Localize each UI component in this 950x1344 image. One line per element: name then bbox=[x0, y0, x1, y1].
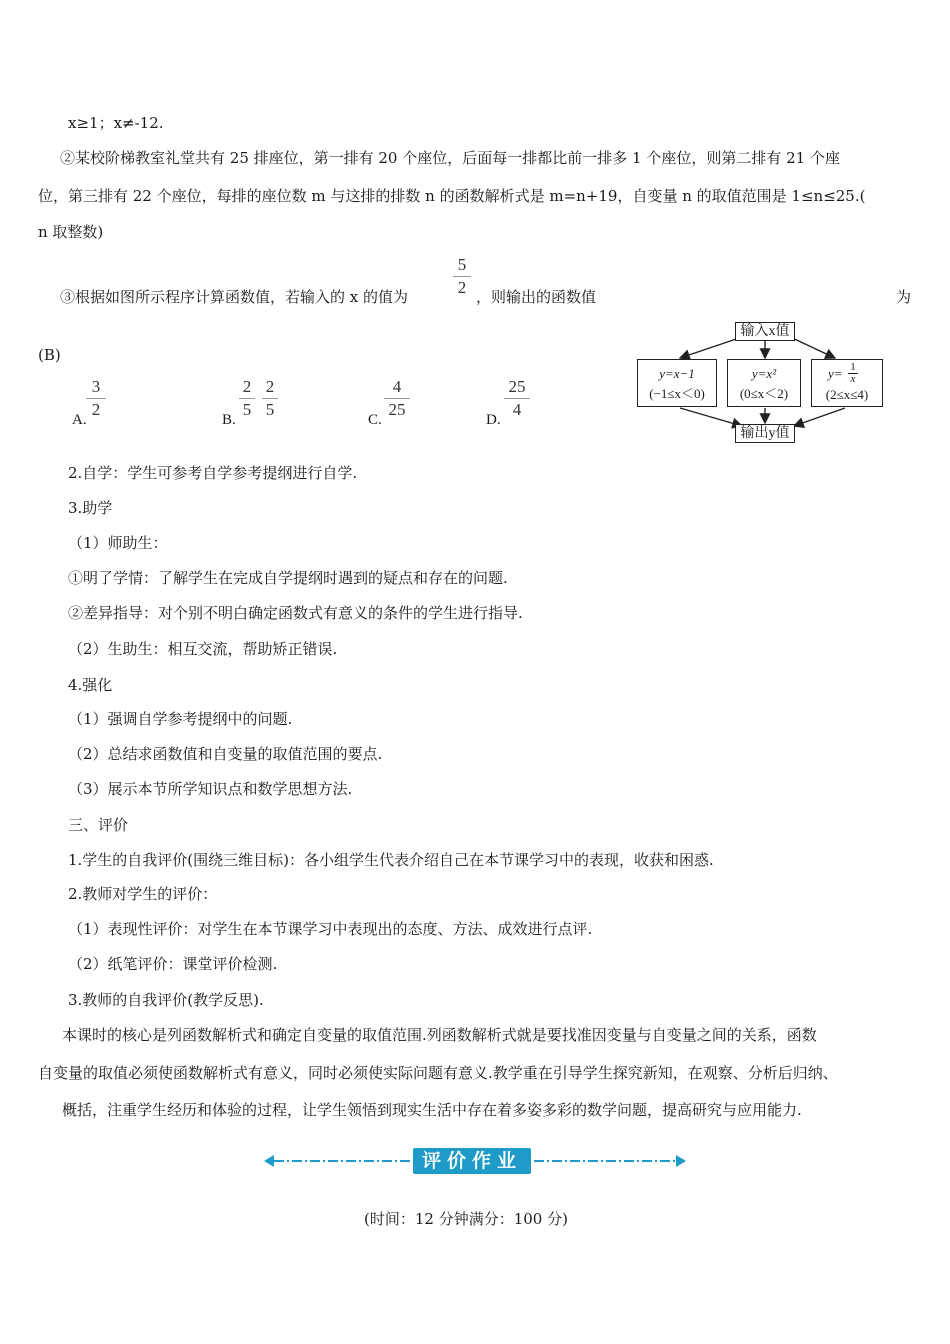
arrow bbox=[680, 408, 742, 426]
text-line: 本课时的核心是列函数解析式和确定自变量的取值范围.列函数解析式就是要找准因变量与自变量之间的关系，函数 bbox=[62, 1026, 817, 1044]
text-line: 4.强化 bbox=[68, 676, 113, 694]
text-line: 2.教师对学生的评价： bbox=[68, 885, 218, 903]
text-line: （2）总结求函数值和自变量的取值范围的要点. bbox=[68, 745, 383, 763]
text-line: 2.自学：学生可参考自学参考提纲进行自学. bbox=[68, 464, 358, 482]
text-line: ①明了学情：了解学生在完成自学提纲时遇到的疑点和存在的问题. bbox=[68, 569, 508, 587]
time-note: (时间：12 分钟满分：100 分) bbox=[364, 1210, 568, 1228]
flowchart-input-box: 输入x值 bbox=[735, 322, 795, 341]
text-line: 3.教师的自我评价(教学反思). bbox=[68, 991, 264, 1009]
option-letter: D. bbox=[486, 412, 501, 428]
text-line: ②某校阶梯教室礼堂共有 25 排座位，第一排有 20 个座位，后面每一排都比前一排多 1 个座位，则第二排有 21 个座 bbox=[60, 149, 840, 167]
text-line: 概括，注重学生经历和体验的过程，让学生领悟到现实生活中存在着多姿多彩的数学问题，提高研究与应用能力. bbox=[62, 1101, 802, 1119]
question-text: ③根据如图所示程序计算函数值，若输入的 x 的值为 bbox=[60, 288, 408, 306]
flowchart-case-3 bbox=[811, 359, 883, 407]
text-line: （1）表现性评价：对学生在本节课学习中表现出的态度、方法、成效进行点评. bbox=[68, 920, 593, 938]
option-letter: A. bbox=[72, 412, 87, 428]
answer-label: (B) bbox=[38, 346, 61, 364]
formula: y=x−1 bbox=[659, 366, 695, 381]
range: (−1≤x＜0) bbox=[649, 386, 705, 401]
text-line: 1.学生的自我评价(围绕三维目标)：各小组学生代表介绍自己在本节课学习中的表现，收获和困惑. bbox=[68, 851, 714, 869]
text-line: 3.助学 bbox=[68, 499, 113, 517]
flowchart-case-2 bbox=[727, 359, 801, 407]
option-fraction: 2 5 bbox=[262, 378, 278, 419]
question-text-cont: ，则输出的函数值 bbox=[476, 288, 597, 306]
option-fraction: 25 4 bbox=[504, 378, 530, 419]
text-line: x≥1；x≠-12. bbox=[68, 114, 164, 132]
text-line: （1）强调自学参考提纲中的问题. bbox=[68, 710, 293, 728]
section-heading: 三、评价 bbox=[68, 816, 129, 834]
option-fraction: 3 2 bbox=[86, 378, 106, 419]
formula: y= 1 x bbox=[812, 362, 882, 384]
banner-title: 评价作业 bbox=[413, 1148, 531, 1174]
text-line: （1）师助生： bbox=[68, 534, 168, 552]
question-text-end: 为 bbox=[896, 288, 912, 306]
option-fraction: 4 25 bbox=[384, 378, 410, 419]
text-line: （2）纸笔评价：课堂评价检测. bbox=[68, 955, 278, 973]
option-fraction: 2 5 bbox=[239, 378, 255, 419]
arrow bbox=[794, 408, 845, 426]
text-line: n 取整数) bbox=[38, 223, 104, 241]
arrow bbox=[788, 336, 835, 358]
range: (2≤x≤4) bbox=[825, 387, 869, 402]
text-line: 位，第三排有 22 个座位，每排的座位数 m 与这排的排数 n 的函数解析式是 m=n+19，自变量 n 的取值范围是 1≤n≤25.( bbox=[38, 187, 866, 205]
range: (0≤x＜2) bbox=[739, 386, 789, 401]
option-letter: C. bbox=[368, 412, 382, 428]
formula: y=x² bbox=[751, 366, 777, 381]
text-line: ②差异指导：对个别不明白确定函数式有意义的条件的学生进行指导. bbox=[68, 604, 523, 622]
text-line: （3）展示本节所学知识点和数学思想方法. bbox=[68, 780, 353, 798]
option-letter: B. bbox=[222, 412, 236, 428]
text-line: （2）生助生：相互交流，帮助矫正错误. bbox=[68, 640, 338, 658]
flowchart-output-box: 输出y值 bbox=[735, 424, 795, 443]
flowchart-case-1 bbox=[637, 359, 717, 407]
input-fraction: 5 2 bbox=[453, 256, 471, 297]
text-line: 自变量的取值必须使函数解析式有意义，同时必须使实际问题有意义.教学重在引导学生探究新知，在观察、分析后归纳、 bbox=[38, 1064, 838, 1082]
